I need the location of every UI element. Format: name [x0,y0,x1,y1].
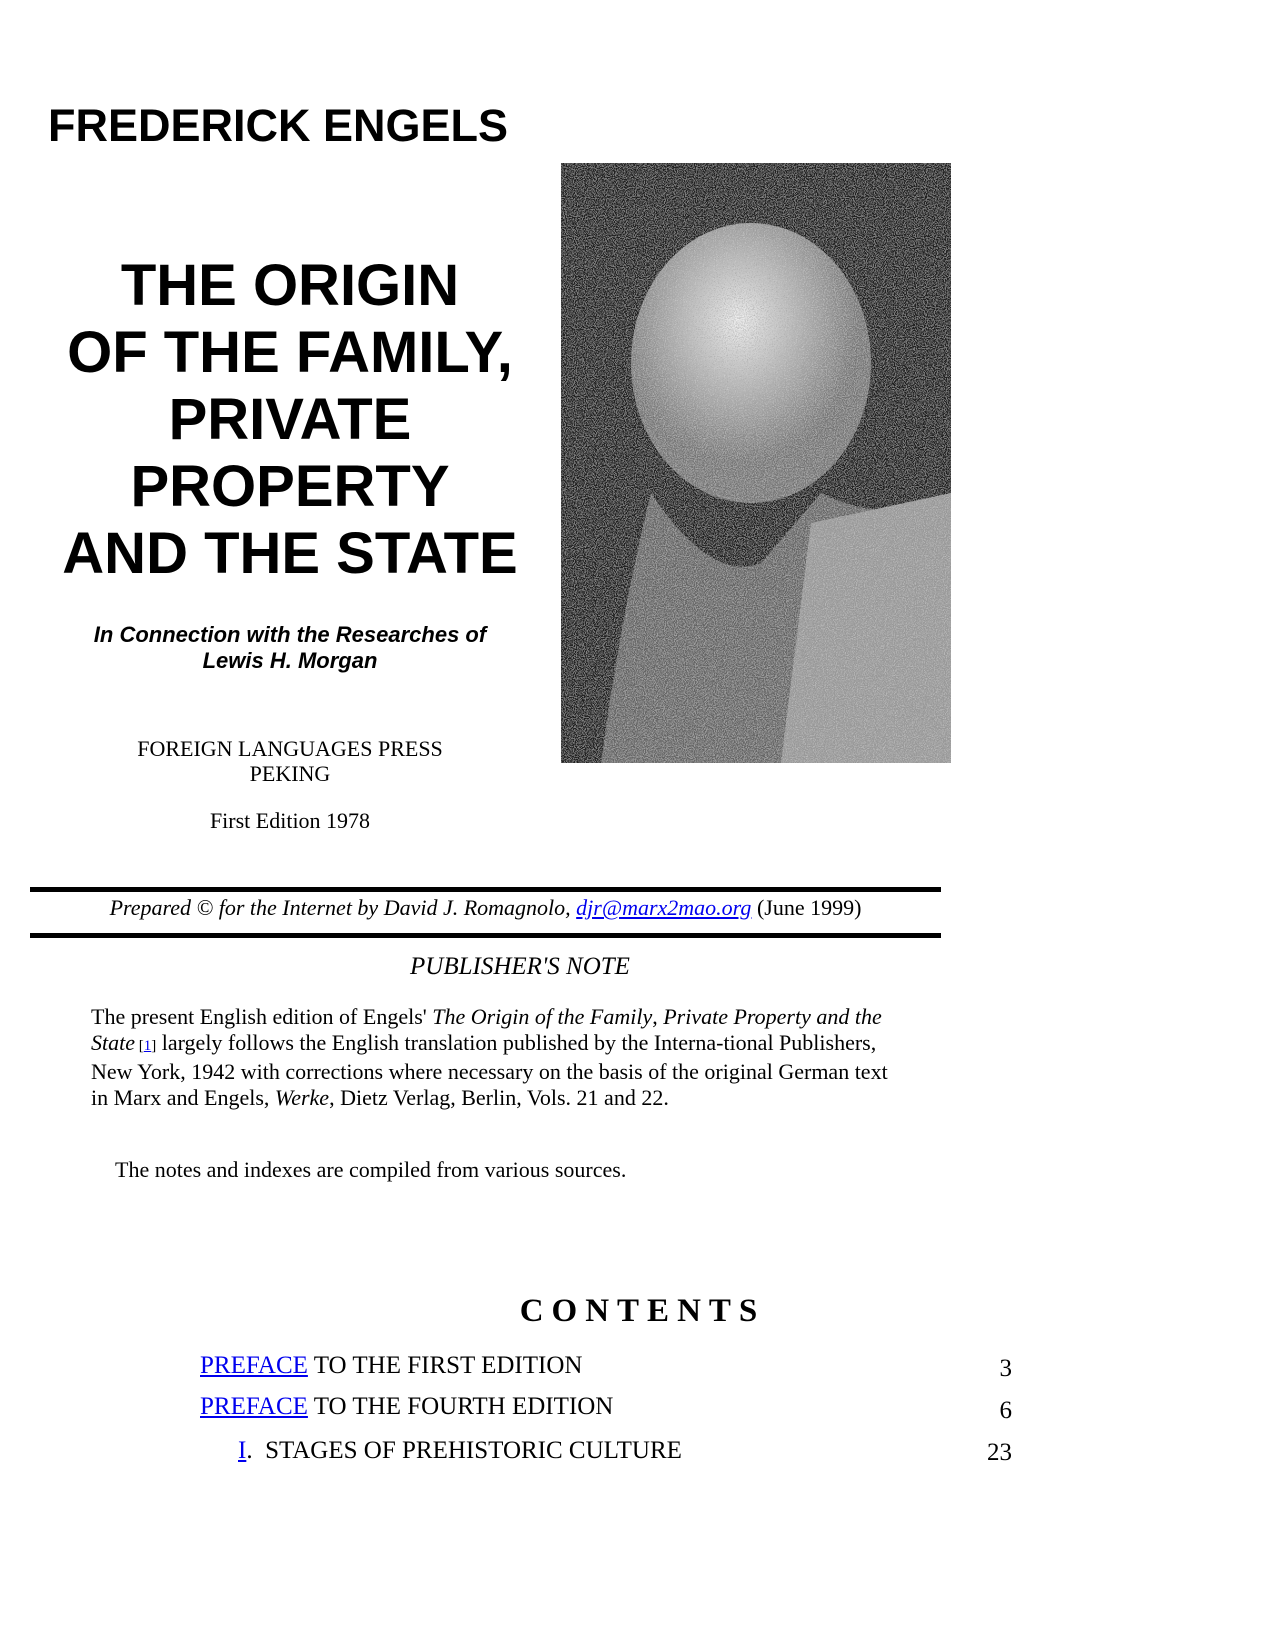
text: Werke [274,1085,330,1110]
prepared-credit [30,895,941,921]
toc-link[interactable]: PREFACE [200,1393,308,1420]
toc-text: TO THE FOURTH EDITION [307,1393,614,1420]
toc-item [200,1352,582,1380]
title-line: AND THE STATE [62,521,518,586]
text: [ [135,1038,144,1054]
title-line: PROPERTY [130,454,450,519]
toc-text: TO THE FIRST EDITION [307,1352,583,1379]
toc-item [200,1393,613,1421]
publisher-city: PEKING [249,761,331,786]
text: The present English edition of Engels' [91,1004,433,1029]
subtitle-line: In Connection with the Researches of [93,622,487,647]
toc-link[interactable]: PREFACE [200,1352,308,1379]
title-line: THE ORIGIN [120,253,460,318]
publishers-note-paragraph-2: The notes and indexes are compiled from various sources. [115,1157,627,1182]
publisher [40,736,540,786]
toc-link[interactable]: I [238,1437,247,1464]
author-name: FREDERICK ENGELS [48,100,509,151]
engels-portrait-image [561,163,951,763]
text: , [652,1004,664,1029]
text: ] [151,1038,157,1054]
text: largely follows the English translation published by the Interna-tional Publishers, New York, 1942 with corrections where necessary on the basis of the original German text in Marx and Engels, [91,1030,888,1110]
toc-page: 3 [999,1355,1012,1382]
publishers-note-heading: PUBLISHER'S NOTE [410,953,630,980]
edition: First Edition 1978 [209,808,371,833]
text: Private Property and the State [91,1004,882,1055]
toc-text: . STAGES OF PREHISTORIC CULTURE [246,1437,682,1464]
publishers-note-paragraph [91,1004,891,1111]
divider-bottom [30,933,941,938]
toc-page: 23 [987,1439,1012,1466]
divider-top [30,887,941,892]
credit-text: Prepared © for the Internet by David J. Romagnolo, [109,895,577,920]
text: The Origin of the Family [432,1004,653,1029]
subtitle [40,622,540,674]
title-line: PRIVATE [168,387,412,452]
contents-heading: CONTENTS [519,1293,766,1329]
title-line: OF THE FAMILY, [67,320,513,385]
text: , Dietz Verlag, Berlin, Vols. 21 and 22. [329,1085,669,1110]
toc-page: 6 [999,1397,1012,1424]
subtitle-line: Lewis H. Morgan [202,648,378,673]
toc-item [238,1437,682,1465]
book-title [40,252,540,587]
footnote-link[interactable]: 1 [143,1038,152,1054]
credit-date: (June 1999) [751,895,862,920]
email-link[interactable]: djr@marx2mao.org [576,895,752,920]
footnote-ref [135,1038,156,1054]
publisher-name: FOREIGN LANGUAGES PRESS [137,736,443,761]
